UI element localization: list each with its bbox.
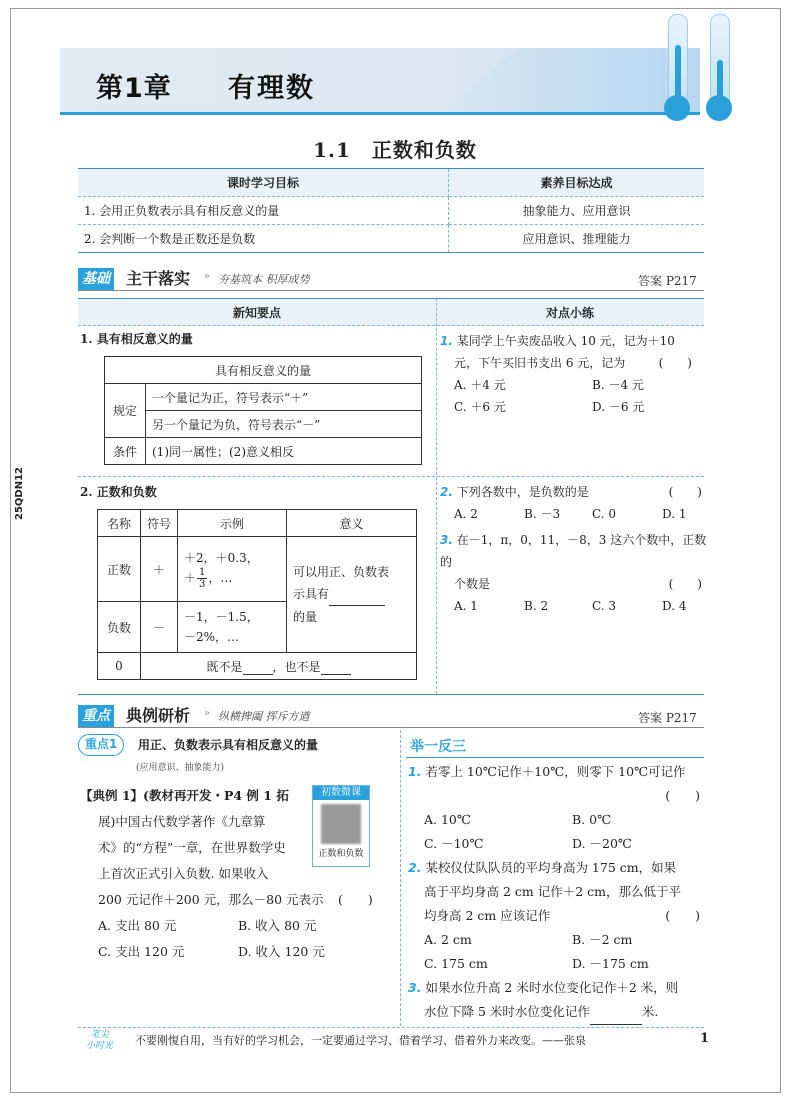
option[interactable]: C. 3 bbox=[592, 599, 617, 613]
zero-text: 既不是 bbox=[206, 659, 243, 674]
answer-paren[interactable]: ( ) bbox=[338, 892, 373, 907]
section-subtitle: 夯基筑本 积厚成势 bbox=[218, 273, 310, 286]
example-text: ，… bbox=[208, 571, 233, 585]
question-number: 2. bbox=[408, 860, 422, 875]
page-number: 1 bbox=[700, 1031, 710, 1046]
key-point-text: 用正、负数表示具有相反意义的量 bbox=[138, 738, 319, 752]
answer-paren[interactable]: ( ) bbox=[668, 485, 702, 499]
table-cell: 0 bbox=[98, 653, 141, 680]
question-text: 某同学上午卖废品收入 10 元，记为＋10 bbox=[456, 334, 675, 348]
knowledge-title: 2. 正数和负数 bbox=[80, 485, 157, 499]
section-tag: 基础 bbox=[78, 268, 114, 290]
question-3 bbox=[440, 529, 708, 617]
meaning-text: 示具有 bbox=[293, 587, 330, 601]
question-1 bbox=[440, 330, 702, 418]
answer-ref: 答案 P217 bbox=[638, 274, 697, 288]
table-cell: 正数 bbox=[98, 537, 141, 602]
section-name: 典例研析 bbox=[126, 706, 191, 725]
table-cell: 负数 bbox=[98, 602, 141, 653]
fraction-numerator: 1 bbox=[199, 566, 206, 578]
answer-ref: 答案 P217 bbox=[638, 711, 697, 725]
example-text: ＋ bbox=[184, 571, 197, 585]
question-number: 2. bbox=[440, 485, 453, 499]
chapter-banner-underline bbox=[60, 112, 700, 115]
example-head: 【典例 1】(教材再开发・P4 例 1 拓 bbox=[80, 788, 289, 803]
chapter-label: 第1章 bbox=[96, 73, 172, 104]
key-point-pill: 重点1 bbox=[78, 734, 124, 756]
option[interactable]: A. 2 cm bbox=[424, 932, 472, 947]
practice-2 bbox=[408, 856, 708, 976]
example-fraction bbox=[184, 567, 280, 590]
table-label: 条件 bbox=[105, 438, 146, 465]
table-cell bbox=[141, 653, 417, 680]
column-divider bbox=[436, 298, 437, 694]
question-number: 3. bbox=[440, 533, 453, 547]
qr-header: 初数微课 bbox=[313, 786, 369, 800]
option[interactable]: D. －20℃ bbox=[572, 836, 632, 851]
option[interactable]: C. 支出 120 元 bbox=[98, 944, 185, 959]
fill-blank[interactable] bbox=[321, 660, 351, 675]
goals-header: 课时学习目标 bbox=[78, 169, 449, 197]
arrows-icon: » bbox=[204, 708, 211, 719]
key-point-competency: (应用意识、抽象能力) bbox=[136, 763, 225, 773]
table-cell bbox=[287, 537, 417, 653]
option[interactable]: B. 2 bbox=[524, 599, 549, 613]
table-cell: (1)同一属性；(2)意义相反 bbox=[146, 438, 422, 465]
question-text: 下列各数中，是负数的是 bbox=[456, 485, 589, 499]
option[interactable]: D. 收入 120 元 bbox=[238, 944, 325, 959]
micro-lesson-qr[interactable] bbox=[312, 785, 370, 867]
table-label: 规定 bbox=[105, 384, 146, 438]
arrows-icon: » bbox=[204, 271, 211, 282]
option[interactable]: D. －175 cm bbox=[572, 956, 649, 971]
goal-item: 2. 会判断一个数是正数还是负数 bbox=[78, 225, 449, 253]
brand-text: 笔尖 bbox=[90, 1030, 109, 1040]
knowledge-title: 1. 具有相反意义的量 bbox=[80, 332, 193, 346]
practice-1 bbox=[408, 760, 708, 856]
option[interactable]: C. 0 bbox=[592, 507, 617, 521]
table-header: 符号 bbox=[141, 510, 178, 537]
option[interactable]: B. －2 cm bbox=[572, 932, 633, 947]
goals-header: 素养目标达成 bbox=[449, 169, 705, 197]
option[interactable]: A. ＋4 元 bbox=[454, 378, 506, 392]
thermometer-icon bbox=[668, 14, 688, 116]
example-text: 展)中国古代数学著作《九章算 bbox=[98, 814, 266, 829]
qr-caption: 正数和负数 bbox=[318, 849, 364, 859]
example-text: 术》的“方程”一章，在世界数学史 bbox=[98, 840, 286, 855]
fill-blank[interactable] bbox=[243, 660, 273, 675]
question-text: 米. bbox=[641, 1004, 659, 1019]
question-text: 元，下午买旧书支出 6 元，记为 bbox=[454, 356, 626, 370]
goal-competency: 抽象能力、应用意识 bbox=[449, 197, 705, 225]
key-point-title bbox=[138, 736, 318, 753]
section-subtitle: 纵横捭阖 挥斥方遒 bbox=[218, 710, 310, 723]
option[interactable]: A. 2 bbox=[454, 507, 478, 521]
option[interactable]: C. －10℃ bbox=[424, 836, 484, 851]
qr-code-icon bbox=[321, 804, 361, 844]
table-cell: 另一个量记为负，符号表示“－” bbox=[146, 411, 422, 438]
option[interactable]: B. －3 bbox=[524, 507, 561, 521]
fraction-denominator: 3 bbox=[199, 578, 206, 590]
question-text: 如果水位升高 2 米时水位变化记作＋2 米，则 bbox=[425, 980, 679, 995]
column-header: 对点小练 bbox=[545, 306, 594, 320]
chapter-name: 有理数 bbox=[228, 73, 315, 104]
table-cell bbox=[178, 602, 287, 653]
brand-text: 小时光 bbox=[86, 1041, 114, 1051]
basics-section-header bbox=[78, 268, 704, 290]
column-header: 新知要点 bbox=[232, 306, 281, 320]
question-text: 某校仪仗队队员的平均身高为 175 cm，如果 bbox=[425, 860, 677, 875]
question-2 bbox=[440, 481, 702, 525]
option[interactable]: C. 175 cm bbox=[424, 956, 488, 971]
fill-blank[interactable] bbox=[329, 583, 385, 606]
question-number: 1. bbox=[440, 334, 453, 348]
table-header: 具有相反意义的量 bbox=[105, 357, 422, 384]
meaning-text: 可以用正、负数表 bbox=[293, 565, 390, 579]
table-cell bbox=[178, 537, 287, 602]
goal-item: 1. 会用正负数表示具有相反意义的量 bbox=[78, 197, 449, 225]
answer-paren[interactable]: ( ) bbox=[658, 356, 692, 370]
column-divider bbox=[400, 730, 401, 1026]
examples-section-header bbox=[78, 705, 704, 727]
question-number: 3. bbox=[408, 980, 422, 995]
option[interactable]: B. 收入 80 元 bbox=[238, 918, 317, 933]
meaning-text-line bbox=[293, 583, 410, 606]
example-text: －1，－1.5， bbox=[184, 610, 259, 624]
table-cell: － bbox=[141, 602, 178, 653]
footer-quote: 不要刚愎自用，当有好的学习机会，一定要通过学习、借着学习、借着外力来改变。——张泉 bbox=[135, 1034, 586, 1047]
row-divider bbox=[78, 694, 704, 695]
meaning-text: 的量 bbox=[293, 610, 318, 624]
answer-paren[interactable]: ( ) bbox=[665, 788, 700, 803]
option[interactable]: D. 4 bbox=[662, 599, 687, 613]
opposite-quantity-table bbox=[104, 356, 422, 465]
section-name: 主干落实 bbox=[126, 269, 191, 288]
option[interactable]: C. ＋6 元 bbox=[454, 400, 506, 414]
thermometer-icon bbox=[710, 14, 730, 116]
table-cell: 一个量记为正，符号表示“＋” bbox=[146, 384, 422, 411]
table-header: 名称 bbox=[98, 510, 141, 537]
goals-table bbox=[78, 168, 704, 253]
option[interactable]: D. 1 bbox=[662, 507, 687, 521]
goal-competency: 应用意识、推理能力 bbox=[449, 225, 705, 253]
option[interactable]: B. 0℃ bbox=[572, 812, 612, 827]
footer-divider bbox=[78, 1027, 704, 1028]
practice-3 bbox=[408, 976, 708, 1025]
question-text: 高于平均身高 2 cm 记作＋2 cm，那么低于平 bbox=[424, 884, 682, 899]
zero-text: ，也不是 bbox=[272, 659, 321, 674]
row-divider bbox=[78, 476, 704, 477]
fraction bbox=[197, 567, 207, 590]
fill-blank[interactable] bbox=[590, 1000, 642, 1025]
example-text: ＋2，＋0.3， bbox=[184, 550, 259, 565]
option[interactable]: B. －4 元 bbox=[592, 378, 644, 392]
table-header: 示例 bbox=[178, 510, 287, 537]
section-title: 1.1 正数和负数 bbox=[313, 138, 477, 162]
example-text: －2%，… bbox=[184, 630, 240, 644]
answer-paren[interactable]: ( ) bbox=[665, 908, 700, 923]
section-tag: 重点 bbox=[78, 705, 114, 727]
footer-brand bbox=[86, 1030, 113, 1052]
table-cell: ＋ bbox=[141, 537, 178, 602]
question-text: 个数是 bbox=[454, 577, 491, 591]
option[interactable]: A. 10℃ bbox=[424, 812, 471, 827]
option[interactable]: A. 支出 80 元 bbox=[98, 918, 177, 933]
basics-column-headers bbox=[78, 298, 704, 326]
practice-title: 举一反三 bbox=[410, 739, 466, 755]
pos-neg-table bbox=[97, 509, 417, 680]
option[interactable]: A. 1 bbox=[454, 599, 478, 613]
question-text: 水位下降 5 米时水位变化记作 bbox=[424, 1004, 590, 1019]
question-text: 均身高 2 cm 应该记作 bbox=[424, 908, 551, 923]
side-code: 25QDN12 bbox=[14, 466, 25, 520]
option[interactable]: D. －6 元 bbox=[592, 400, 645, 414]
answer-paren[interactable]: ( ) bbox=[668, 577, 702, 591]
example-text: 上首次正式引入负数. 如果收入 bbox=[98, 866, 269, 881]
question-text: 在－1，π，0，11，－8，3 这六个数中，正数的 bbox=[440, 533, 707, 569]
table-header: 意义 bbox=[287, 510, 417, 537]
question-text: 若零上 10℃记作＋10℃，则零下 10℃可记作 bbox=[425, 764, 686, 779]
question-number: 1. bbox=[408, 764, 422, 779]
example-text: 200 元记作＋200 元，那么－80 元表示 bbox=[98, 892, 324, 907]
